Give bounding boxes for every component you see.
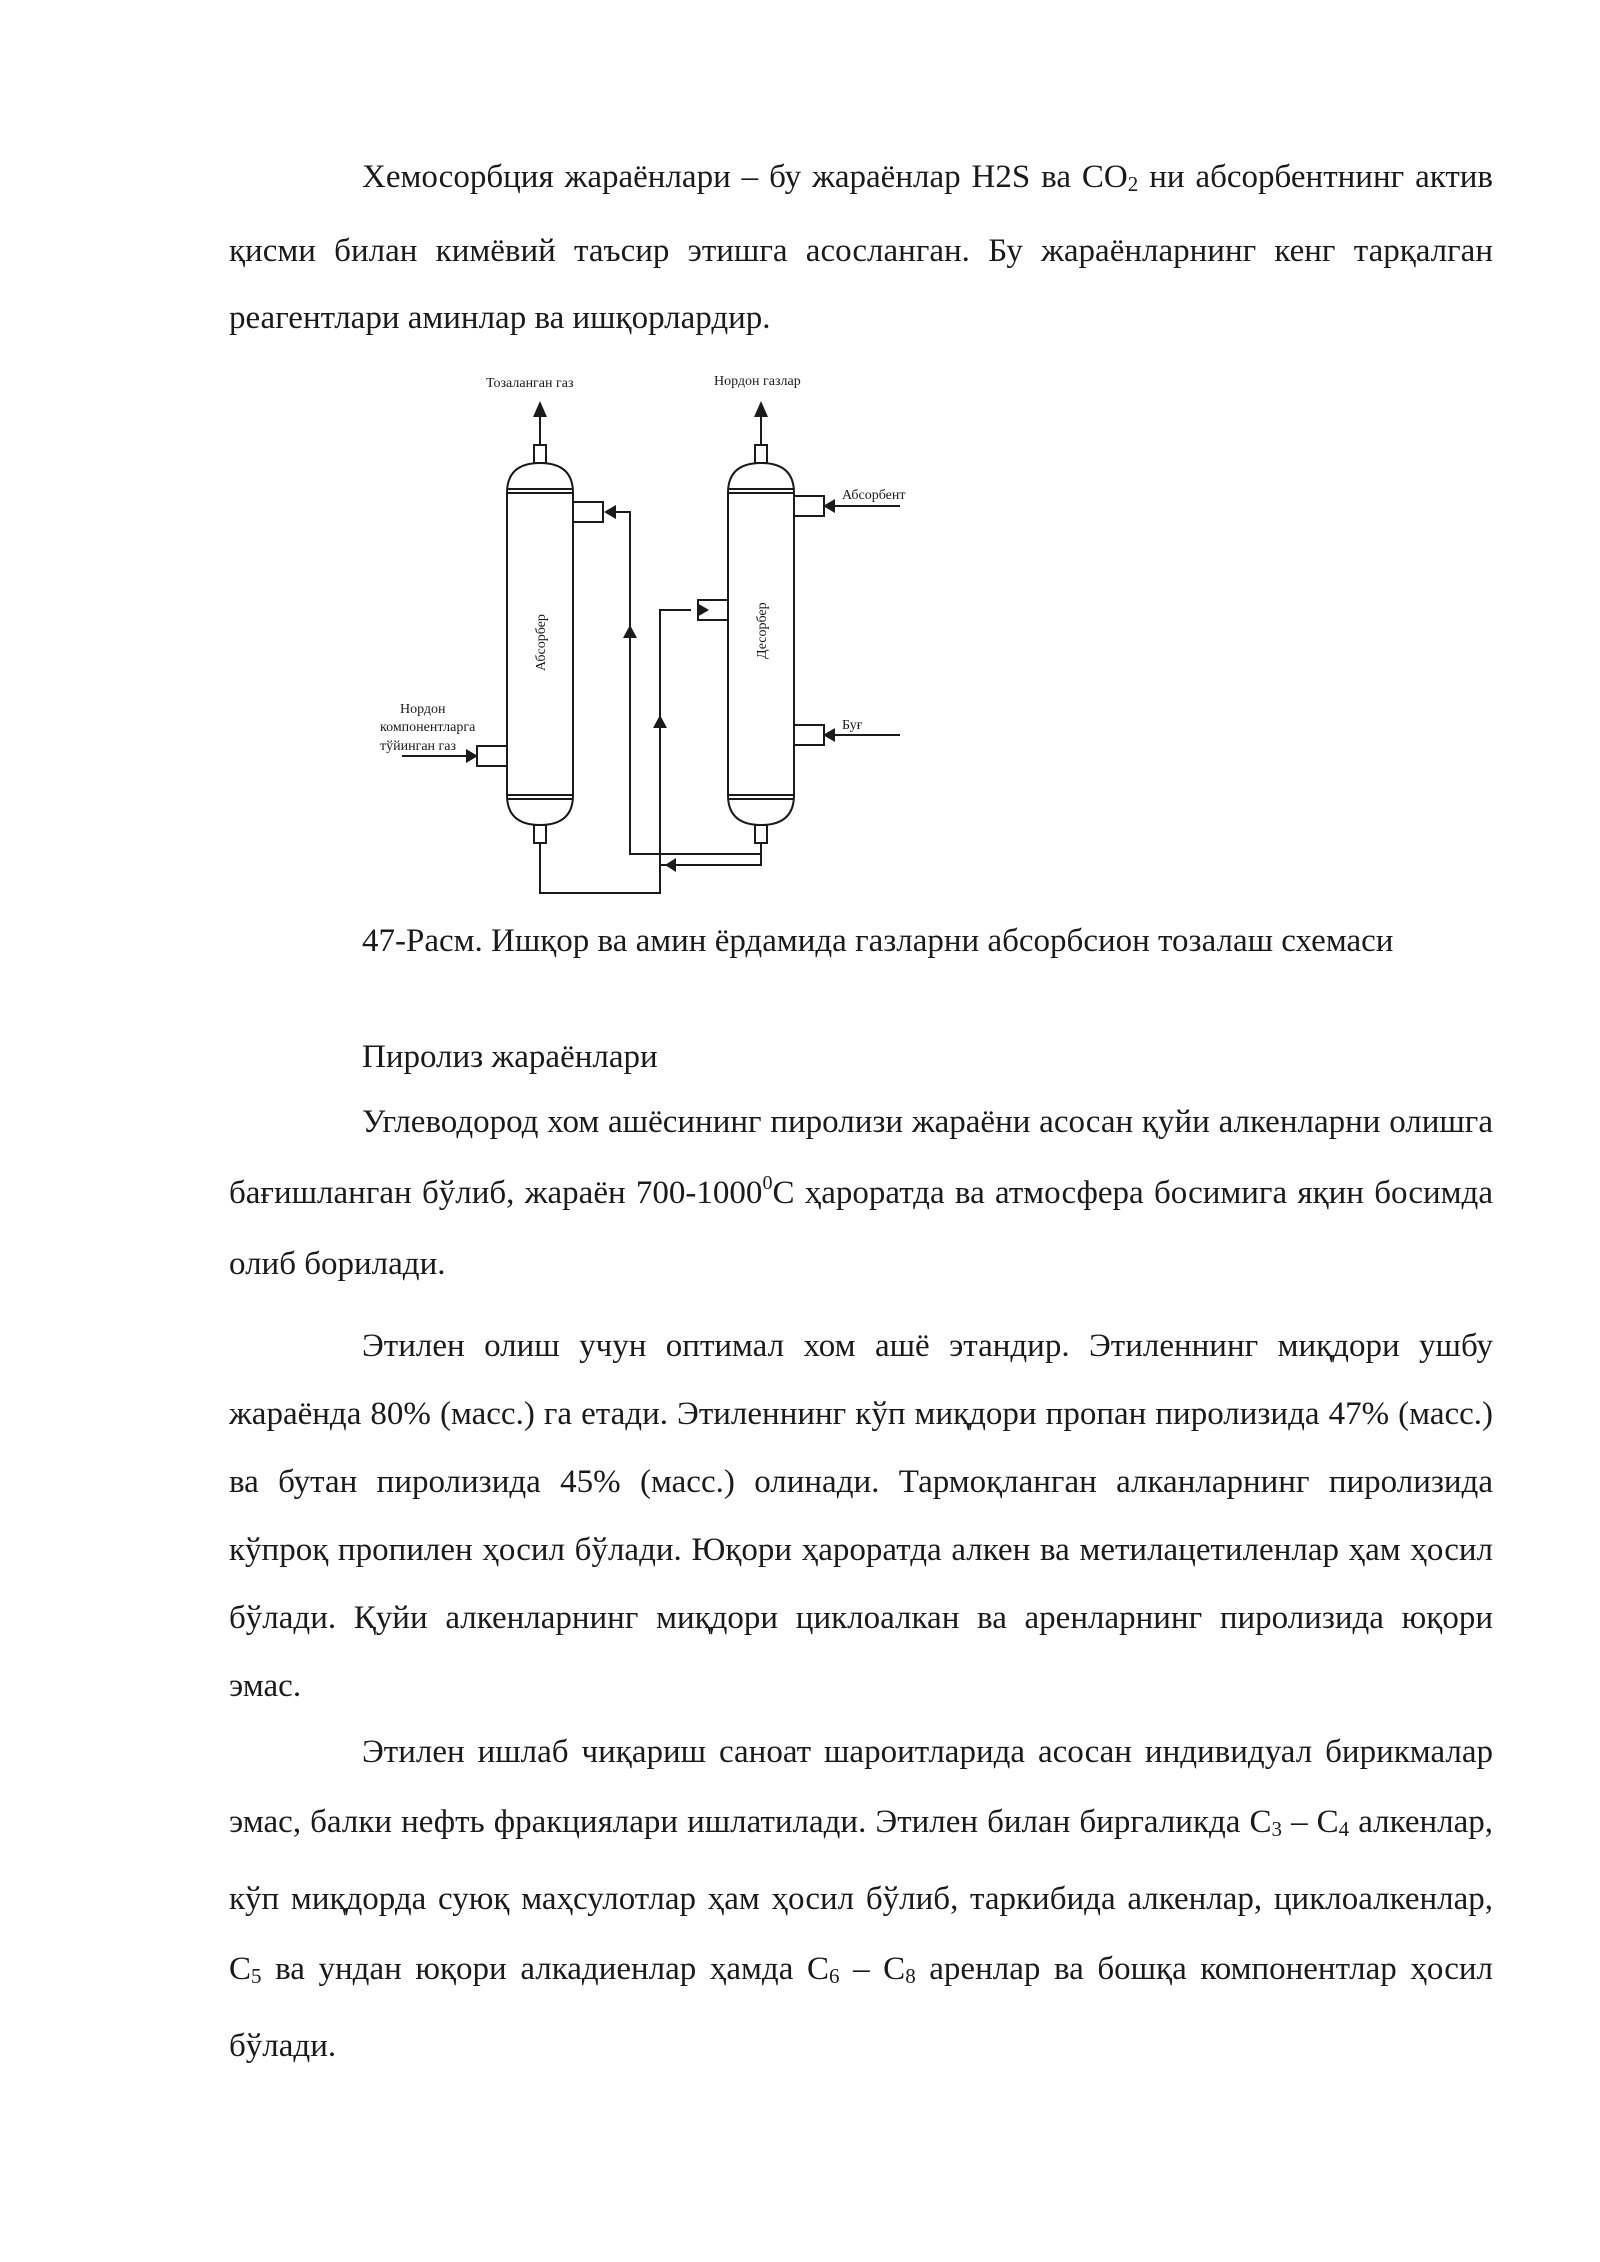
fractions-text-5: – C <box>839 1951 906 1987</box>
figure-caption-text: 47-Расм. Ишқор ва амин ёрдамида газларни абсорбсион тозалаш схемаси <box>362 923 1394 959</box>
label-steam: Буғ <box>842 718 863 733</box>
bottom-flow-arrow <box>665 858 676 872</box>
desorber-inlet-arrow <box>697 603 709 617</box>
lean-up-arrow <box>623 625 637 638</box>
fractions-text-6: аренлар ва бошқа компонентлар ҳосил бўлади. <box>229 1951 1493 2064</box>
lean-solution-line <box>610 512 761 854</box>
sub-3: 3 <box>1271 1817 1282 1841</box>
paragraph-chemisorption-lead: Хемосорбция жараёнлари – бу жараёнлар H2S ва CO <box>362 159 1128 195</box>
paragraph-chemisorption-tail: ни абсорбентнинг актив қисми билан кимёвий таъсир этишга асосланган. Бу жараёнларнинг кенг тарқалган реагентлари аминлар ва ишқорлардир. <box>229 159 1493 336</box>
paragraph-pyrolysis-b: С ҳароратда ва атмосфера босимига яқин босимда олиб борилади. <box>229 1175 1493 1282</box>
fractions-text-4: ва ундан юқори алкадиенлар ҳамда C <box>261 1951 829 1987</box>
section-heading: Пиролиз жараёнлари <box>362 1039 658 1075</box>
paragraph-fractions <box>229 1717 1493 2081</box>
rich-up-arrow <box>653 715 667 728</box>
sub-4: 4 <box>1338 1817 1350 1841</box>
label-feed-line2: компонентларга <box>380 720 476 735</box>
paragraph-ethylene: Этилен олиш учун оптимал хом ашё этандир. Этиленнинг миқдори ушбу жараёнда 80% (масс.) га етади. Этиленнинг кўп миқдори пропан пиролизида 47% (масс.) ва бутан пиролизида 45% (масс.) олинади. Тармоқланган алканларнинг пиролизида кўпроқ пропилен ҳосил бўлади. Юқори ҳароратда алкен ва метилацетиленлар ҳам ҳосил бўлади. Қуйи алкенларнинг миқдори циклоалкан ва аренларнинг пиролизида юқори эмас. <box>229 1328 1493 1704</box>
figure-caption <box>229 917 1493 965</box>
paragraph-pyrolysis <box>229 1087 1493 1300</box>
fractions-text-3: алкенлар, кўп миқдорда суюқ маҳсулотлар ҳам ҳосил бўлиб, таркибида алкенлар, циклоалкенлар, C <box>229 1804 1493 1987</box>
absorber-inlet-arrow <box>604 505 616 519</box>
label-feed-line3: тўйинган газ <box>380 739 457 754</box>
label-clean-gas: Тозаланган газ <box>486 376 574 391</box>
label-desorber: Десорбер <box>755 602 770 659</box>
label-feed-line1: Нордон <box>400 702 446 717</box>
sub-5: 5 <box>251 1964 262 1988</box>
acid-gas-arrow <box>754 401 768 417</box>
absorption-scheme-diagram <box>360 363 930 900</box>
paragraph-chemisorption <box>229 144 1493 352</box>
paragraph-pyrolysis-a: Углеводород хом ашёсининг пиролизи жараёни асосан қуйи алкенларни олишга бағишланган бўлиб, жараён 700-1000 <box>229 1104 1493 1211</box>
co2-subscript: 2 <box>1127 172 1139 196</box>
desorber-feed-line <box>660 610 691 865</box>
rich-solution-line <box>540 843 761 893</box>
fractions-text-2: – C <box>1282 1804 1339 1840</box>
fractions-text-1: Этилен ишлаб чиқариш саноат шароитларида асосан индивидуал бирикмалар эмас, балки нефть фракциялари ишлатилади. Этилен билан биргаликда C <box>229 1734 1493 1840</box>
label-absorber: Абсорбер <box>534 614 549 671</box>
degree-superscript: 0 <box>762 1172 773 1194</box>
clean-gas-arrow <box>533 401 547 417</box>
label-acid-gases: Нордон газлар <box>714 374 801 389</box>
sub-8: 8 <box>905 1964 916 1988</box>
sub-6: 6 <box>828 1964 840 1988</box>
label-absorbent: Абсорбент <box>842 488 906 503</box>
